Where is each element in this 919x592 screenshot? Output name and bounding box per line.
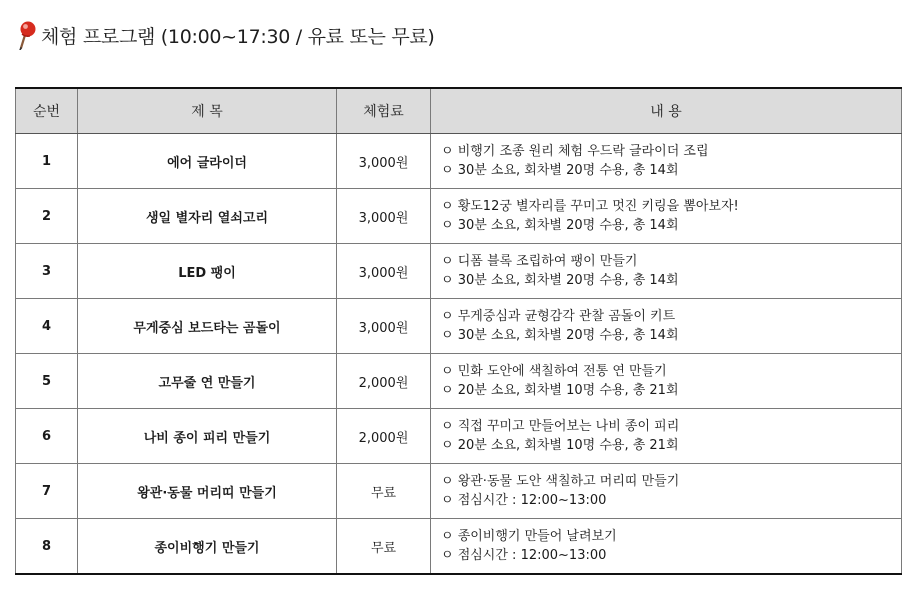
program-fee: 3,000원 — [337, 134, 431, 189]
header-no: 순번 — [16, 88, 78, 134]
program-title: 나비 종이 피리 만들기 — [78, 409, 337, 464]
content-line: ㅇ 30분 소요, 회차별 20명 수용, 총 14회 — [441, 163, 679, 178]
header-content: 내 용 — [431, 88, 902, 134]
page-title: 체험 프로그램 (10:00~17:30 / 유료 또는 무료) — [41, 25, 435, 48]
table-row — [16, 299, 902, 354]
program-content — [431, 299, 902, 354]
table-row — [16, 519, 902, 575]
content-line: ㅇ 디폼 블록 조립하여 팽이 만들기 — [441, 254, 638, 269]
content-line: ㅇ 30분 소요, 회차별 20명 수용, 총 14회 — [441, 273, 679, 288]
row-number: 1 — [16, 134, 78, 189]
table-row — [16, 354, 902, 409]
program-content — [431, 519, 902, 575]
program-title: LED 팽이 — [78, 244, 337, 299]
red-pushpin-icon — [16, 20, 40, 50]
header-fee: 체험료 — [337, 88, 431, 134]
table-row — [16, 464, 902, 519]
table-row — [16, 244, 902, 299]
program-content — [431, 354, 902, 409]
content-line: ㅇ 왕관·동물 도안 색칠하고 머리띠 만들기 — [441, 474, 680, 489]
program-title: 에어 글라이더 — [78, 134, 337, 189]
experience-program-table — [15, 87, 902, 575]
content-line: ㅇ 20분 소요, 회차별 10명 수용, 총 21회 — [441, 438, 679, 453]
content-line: ㅇ 민화 도안에 색칠하여 전통 연 만들기 — [441, 364, 667, 379]
program-title: 무게중심 보드타는 곰돌이 — [78, 299, 337, 354]
section-heading — [16, 20, 435, 50]
row-number: 3 — [16, 244, 78, 299]
program-content — [431, 134, 902, 189]
program-title: 종이비행기 만들기 — [78, 519, 337, 575]
program-fee: 무료 — [337, 464, 431, 519]
program-title: 왕관·동물 머리띠 만들기 — [78, 464, 337, 519]
row-number: 8 — [16, 519, 78, 575]
program-fee: 2,000원 — [337, 409, 431, 464]
content-line: ㅇ 20분 소요, 회차별 10명 수용, 총 21회 — [441, 383, 679, 398]
content-line: ㅇ 무게중심과 균형감각 관찰 곰돌이 키트 — [441, 309, 676, 324]
program-content — [431, 244, 902, 299]
content-line: ㅇ 30분 소요, 회차별 20명 수용, 총 14회 — [441, 218, 679, 233]
row-number: 2 — [16, 189, 78, 244]
program-title: 고무줄 연 만들기 — [78, 354, 337, 409]
row-number: 4 — [16, 299, 78, 354]
row-number: 7 — [16, 464, 78, 519]
content-line: ㅇ 점심시간 : 12:00~13:00 — [441, 548, 607, 563]
program-content — [431, 464, 902, 519]
content-line: ㅇ 비행기 조종 원리 체험 우드락 글라이더 조립 — [441, 144, 709, 159]
program-content — [431, 189, 902, 244]
table-row — [16, 409, 902, 464]
program-fee: 2,000원 — [337, 354, 431, 409]
program-fee: 3,000원 — [337, 189, 431, 244]
content-line: ㅇ 30분 소요, 회차별 20명 수용, 총 14회 — [441, 328, 679, 343]
content-line: ㅇ 종이비행기 만들어 날려보기 — [441, 529, 617, 544]
table-row — [16, 189, 902, 244]
program-fee: 3,000원 — [337, 299, 431, 354]
content-line: ㅇ 점심시간 : 12:00~13:00 — [441, 493, 607, 508]
header-title: 제 목 — [78, 88, 337, 134]
content-line: ㅇ 직접 꾸미고 만들어보는 나비 종이 피리 — [441, 419, 680, 434]
row-number: 6 — [16, 409, 78, 464]
row-number: 5 — [16, 354, 78, 409]
program-fee: 3,000원 — [337, 244, 431, 299]
program-content — [431, 409, 902, 464]
content-line: ㅇ 황도12궁 별자리를 꾸미고 멋진 키링을 뽐아보자! — [441, 199, 739, 214]
table-header-row — [16, 88, 902, 134]
table-row — [16, 134, 902, 189]
program-fee: 무료 — [337, 519, 431, 575]
program-title: 생일 별자리 열쇠고리 — [78, 189, 337, 244]
